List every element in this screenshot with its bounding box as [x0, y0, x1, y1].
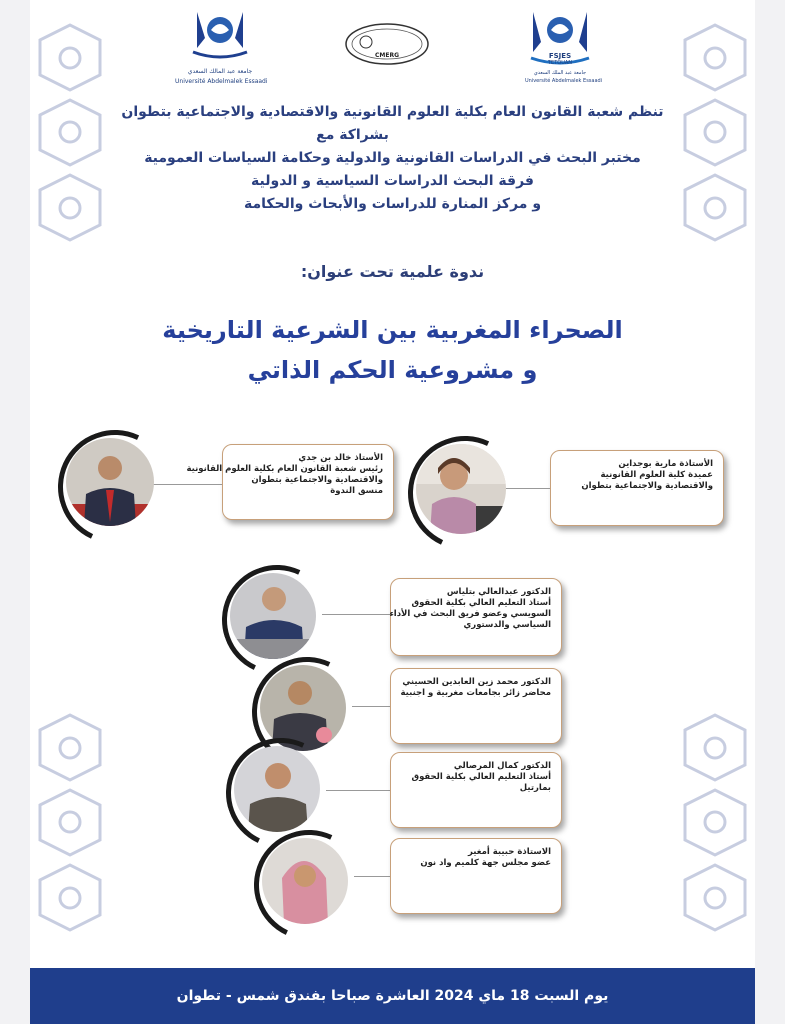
organizer-line-3: مختبر البحث في الدراسات القانونية والدولية وحكامة السياسات العمومية [144, 150, 641, 166]
speaker-name: الدكتور عبدالعالي بتلياس [446, 587, 551, 597]
speaker-card-4 [390, 752, 562, 828]
cmerg-label: CMERG [374, 52, 400, 59]
event-date-banner: يوم السبت 18 ماي 2024 العاشرة صباحا بفندق شمس - تطوان [30, 968, 755, 1024]
speaker-photo-4 [234, 746, 320, 832]
portrait-image [66, 438, 154, 526]
speaker-role: أستاذ التعليم العالي بكلية الحقوق [411, 598, 551, 608]
organizer-line-5: و مركز المنارة للدراسات والأبحاث والحكامة [243, 196, 542, 212]
university-logo [175, 8, 268, 90]
university-name-arabic: جامعة عبد المالك السعدي [187, 68, 253, 75]
connector-line [322, 614, 390, 615]
speaker-card-3 [390, 668, 562, 744]
speaker-card-dean [550, 450, 724, 526]
speaker-name: الاستاذة حبيبة أمغير [468, 847, 551, 857]
speaker-name: الدكتور محمد زين العابدين الحسيني [402, 677, 551, 687]
speaker-role: والاقتصادية والاجتماعية بتطوان [251, 475, 383, 485]
speaker-role: أستاذ التعليم العالي بكلية الحقوق [411, 772, 551, 782]
seminar-subtitle: ندوة علمية تحت عنوان: [300, 262, 485, 281]
speaker-name: الأستاذة مارية بوجداين [618, 459, 713, 469]
organizer-line-1: تنظم شعبة القانون العام بكلية العلوم القانونية والاقتصادية والاجتماعية بتطوان [121, 104, 664, 120]
fsjes-label: FSJES [548, 52, 572, 60]
speaker-role: عضو مجلس جهة كلميم واد نون [420, 858, 551, 868]
speaker-role: رئيس شعبة القانون العام بكلية العلوم القانونية [186, 464, 383, 474]
speaker-role: منسق الندوة [330, 486, 383, 496]
speaker-role: السياسي والدستوري [463, 620, 551, 630]
speaker-role: محاضر زائر بجامعات مغربية و اجنبية [400, 688, 551, 698]
connector-line [354, 876, 390, 877]
speaker-card-5 [390, 838, 562, 914]
speaker-card-coordinator [186, 444, 394, 520]
speaker-name: الدكتور كمال المرصالي [453, 761, 551, 771]
fsjes-university-arabic: جامعة عبد الملك السعدي [533, 70, 587, 76]
cmerg-logo [344, 22, 430, 66]
speaker-role: السويسي وعضو فريق البحث في الأداء [389, 609, 551, 619]
speaker-role: والاقتصادية والاجتماعية بتطوان [581, 481, 713, 491]
fsjes-city: TETOUAN [547, 60, 573, 66]
speaker-name: الأستاذ خالد بن جدي [298, 453, 383, 463]
connector-line [326, 790, 390, 791]
portrait-image [234, 746, 320, 832]
organizer-line-2: بشراكة مع [316, 127, 389, 143]
connector-line [352, 706, 390, 707]
speaker-photo-5 [262, 838, 348, 924]
seminar-title-line-2: و مشروعية الحكم الذاتي [247, 356, 538, 384]
ornament-bottom-left [30, 710, 110, 950]
speaker-card-2 [390, 578, 562, 656]
speaker-photo-dean [416, 444, 506, 534]
organizer-line-4: فرقة البحث الدراسات السياسية و الدولية [251, 173, 534, 189]
speaker-photo-2 [230, 573, 316, 659]
speaker-role: عميدة كلية العلوم القانونية [600, 470, 713, 480]
university-emblem-icon [175, 8, 265, 66]
portrait-image [416, 444, 506, 534]
fsjes-logo [525, 6, 603, 92]
speaker-role: بمارتيل [519, 783, 551, 793]
ornament-bottom-right [675, 710, 755, 950]
portrait-image [262, 838, 348, 924]
speaker-photo-coordinator [66, 438, 154, 526]
university-name-latin: Université Abdelmalek Essaadi [175, 78, 268, 85]
fsjes-university-latin: Université Abdelmalek Essaadi [525, 78, 603, 84]
seminar-title-line-1: الصحراء المغربية بين الشرعية التاريخية [162, 316, 623, 344]
portrait-image [230, 573, 316, 659]
cmerg-emblem-icon [344, 22, 430, 66]
poster [30, 0, 755, 1024]
